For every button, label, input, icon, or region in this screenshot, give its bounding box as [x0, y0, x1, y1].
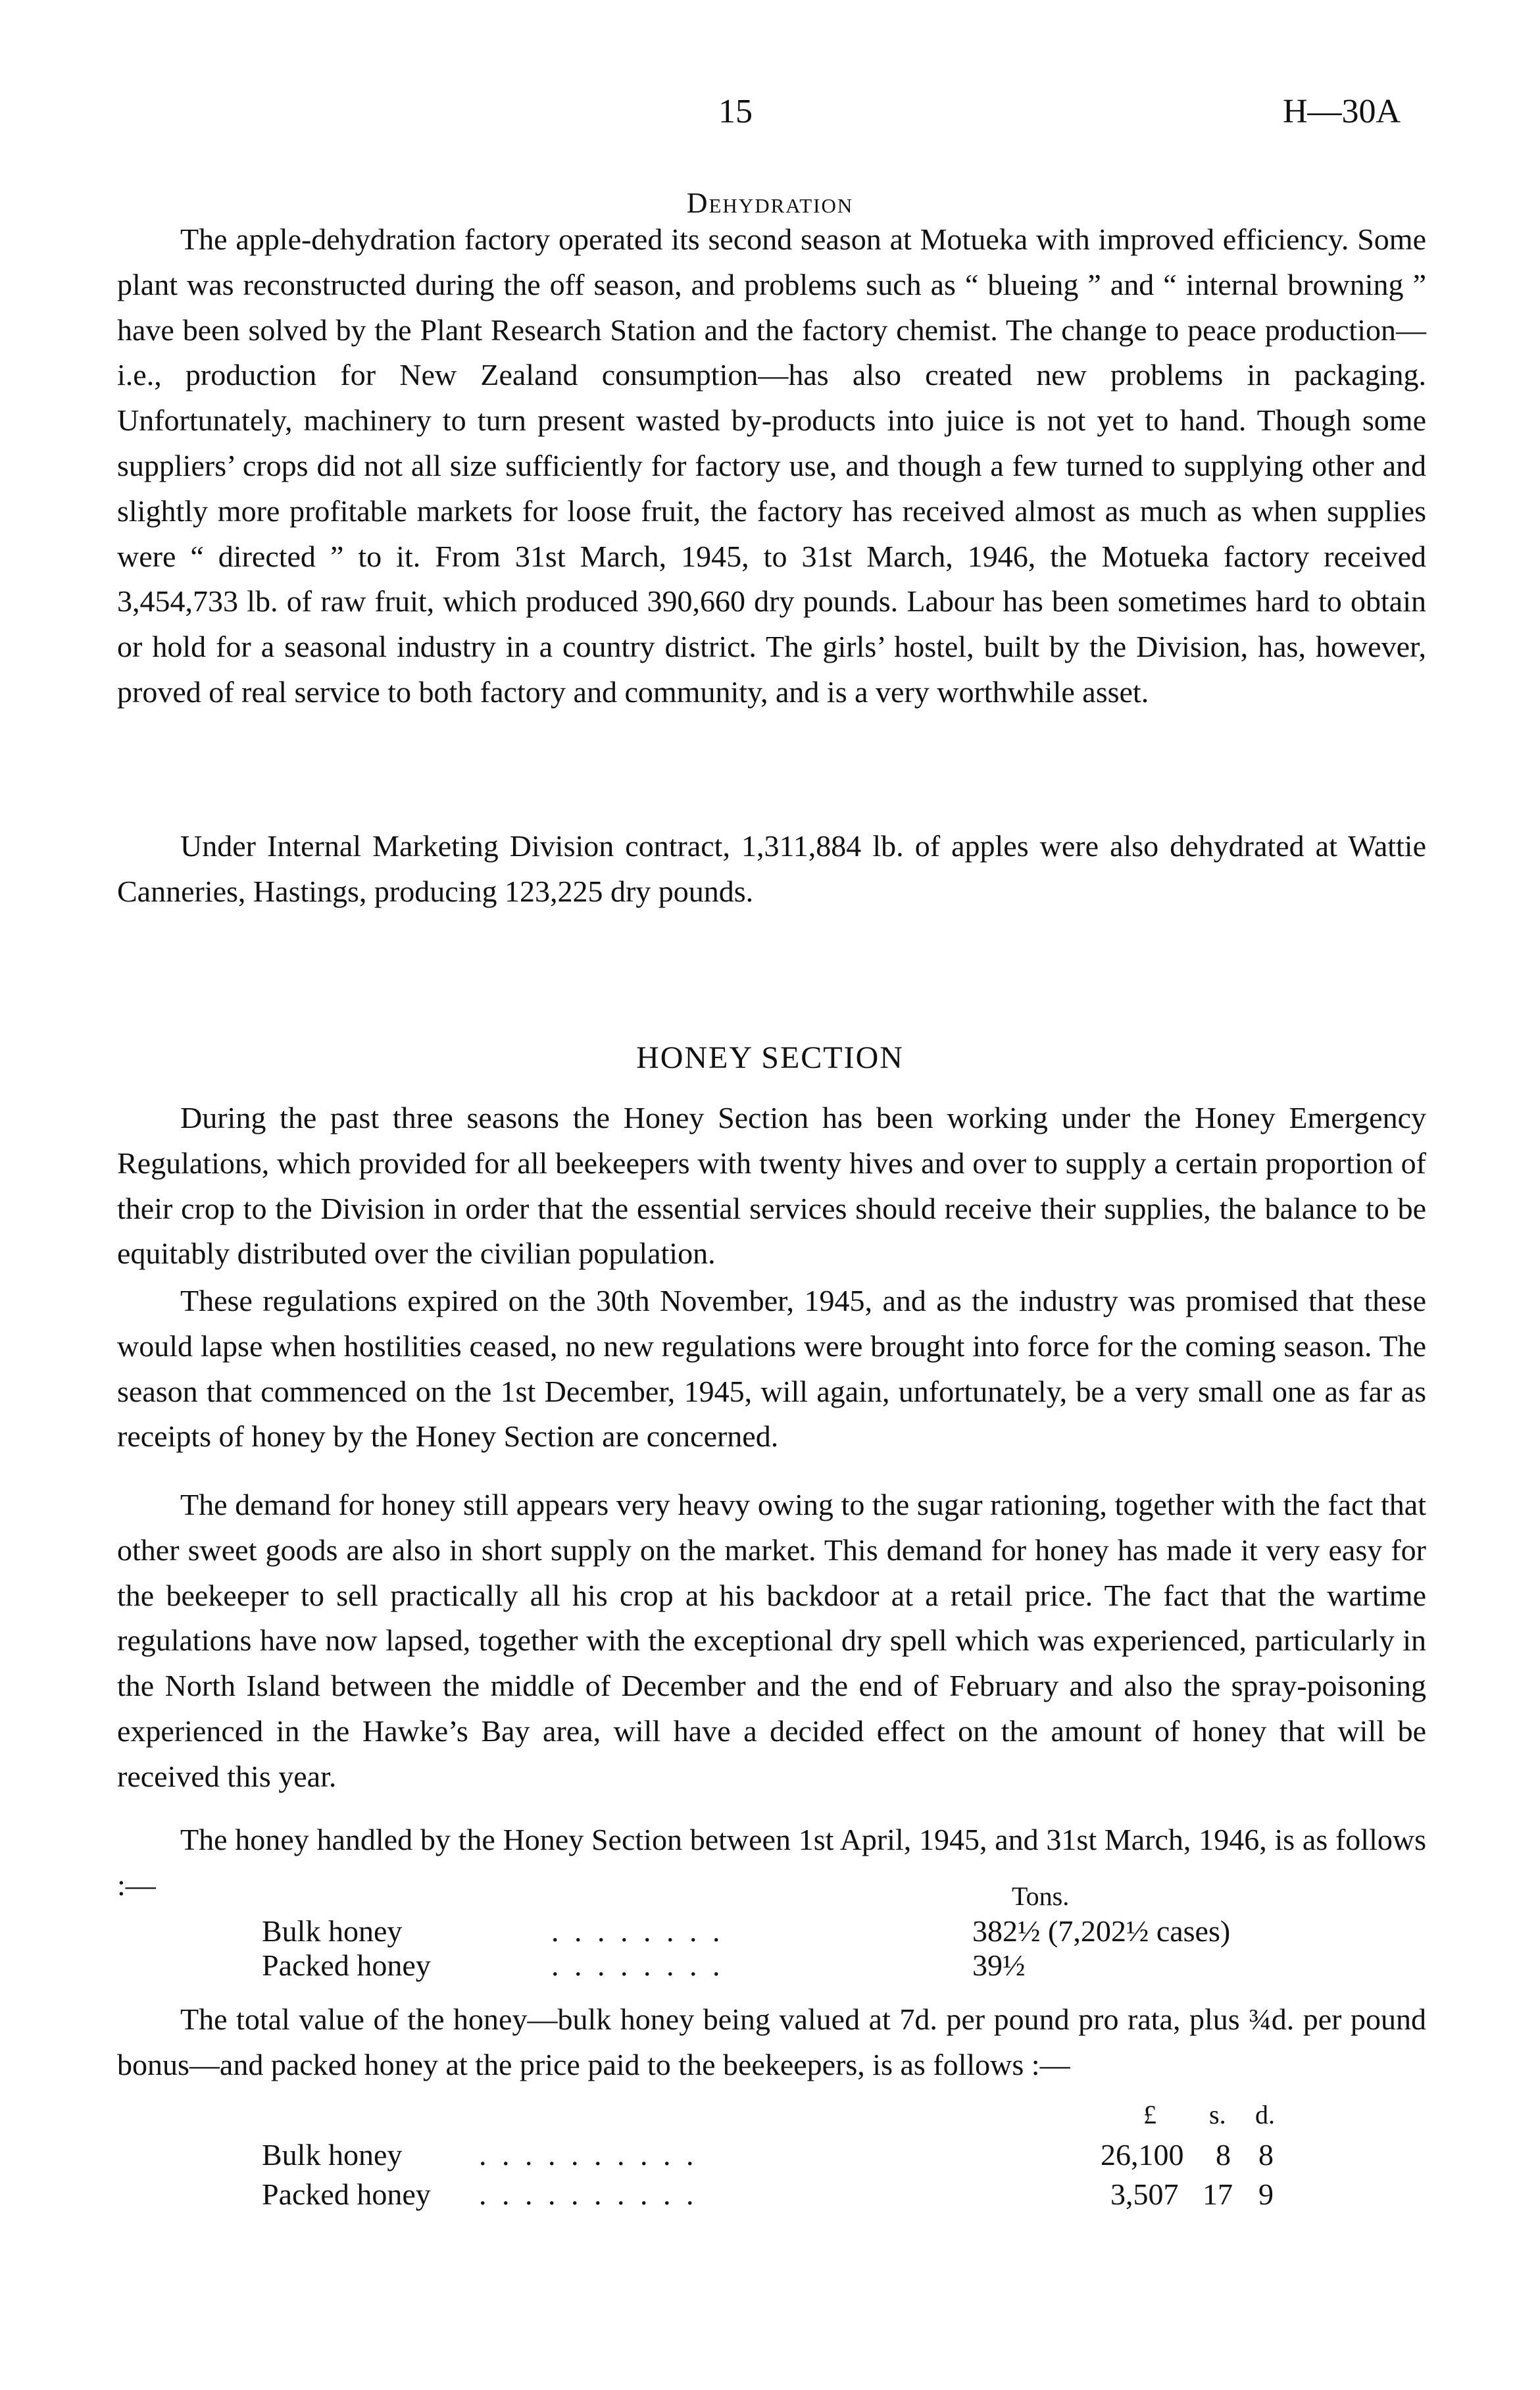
leader-dots: . . . . . . . . . . [479, 2138, 698, 2172]
shillings-value: 8 [1216, 2138, 1231, 2172]
tons-value: 382½ (7,202½ cases) [972, 1914, 1231, 1948]
honey-paragraph-3: The demand for honey still appears very heavy owing to the sugar rationing, together with the fact that other sweet goods are also in short supply on the market. This demand for honey has made it very easy for the beekeeper to sell practically all his crop at his backdoor at a retail price. The fact that the wartime regulations have now lapsed, together with the exceptional dry spell which was experienced, particularly in the North Island between the middle of December and the end of February and also the spray-poisoning experienced in the Hawke’s Bay area, will have a decided effect on the amount of honey that will be received this year. [117, 1488, 1426, 1793]
leader-dots: . . . . . . . . . . [479, 2177, 698, 2211]
honey-paragraph-4: The honey handled by the Honey Section between 1st April, 1945, and 31st March, 1946, is as follows :— [117, 1823, 1426, 1902]
row-label: Bulk honey [262, 1914, 403, 1948]
page-number: 15 [718, 93, 753, 130]
pounds-column-header: £ [1143, 2100, 1156, 2129]
tons-value: 39½ [972, 1948, 1026, 1982]
row-label: Packed honey [262, 2177, 431, 2211]
honey-section-heading: HONEY SECTION [636, 1040, 904, 1075]
leader-dots: . . . . . . . . [551, 1914, 724, 1948]
leader-dots: . . . . . . . . [551, 1948, 724, 1982]
shillings-column-header: s. [1209, 2100, 1226, 2129]
row-label: Packed honey [262, 1948, 431, 1982]
shillings-value: 17 [1203, 2177, 1233, 2211]
honey-value-table [262, 2099, 1380, 2257]
row-label: Bulk honey [262, 2138, 403, 2172]
document-reference: H—30A [1283, 93, 1401, 130]
pounds-value: 3,507 [1110, 2177, 1179, 2211]
honey-paragraph-1: During the past three seasons the Honey Section has been working under the Honey Emergency Regulations, which provided for all beekeepers with twenty hives and over to supply a certain proportion of their crop to the Division in order that the essential services should receive their supplies, the balance to be equitably distributed over the civilian population. [117, 1101, 1426, 1271]
pence-value: 8 [1258, 2138, 1274, 2172]
pence-value: 9 [1258, 2177, 1274, 2211]
pounds-value: 26,100 [1101, 2138, 1184, 2172]
dehydration-heading: Dehydration [686, 187, 854, 219]
dehydration-paragraph-1: The apple-dehydration factory operated its second season at Motueka with improved efficiency. Some plant was reconstructed during the off season, and problems such as “ blueing ” and “ internal browning ” have been solved by the Plant Research Station and the factory chemist. The change to peace production—i.e., production for New Zealand consumption—has also created new problems in packaging. Unfortunately, machinery to turn present wasted by-products into juice is not yet to hand. Though some suppliers’ crops did not all size sufficiently for factory use, and though a few turned to supplying other and slightly more profitable markets for loose fruit, the factory has received almost as much as when supplies were “ directed ” to it. From 31st March, 1945, to 31st March, 1946, the Motueka factory received 3,454,733 lb. of raw fruit, which produced 390,660 dry pounds. Labour has been sometimes hard to obtain or hold for a seasonal industry in a country district. The girls’ hostel, built by the Division, has, however, proved of real service to both factory and community, and is a very worthwhile asset. [117, 222, 1426, 709]
honey-paragraph-5: The total value of the honey—bulk honey being valued at 7d. per pound pro rata, plus ¾d. per pound bonus—and packed honey at the price paid to the beekeepers, is as follows :— [117, 2002, 1426, 2081]
tons-column-header: Tons. [1012, 1881, 1070, 1911]
pence-column-header: d. [1255, 2100, 1275, 2129]
honey-paragraph-2: These regulations expired on the 30th November, 1945, and as the industry was promised that these would lapse when hostilities ceased, no new regulations were brought into force for the coming season. The season that commenced on the 1st December, 1945, will again, unfortunately, be a very small one as far as receipts of honey by the Honey Section are concerned. [117, 1284, 1426, 1454]
dehydration-paragraph-2: Under Internal Marketing Division contract, 1,311,884 lb. of apples were also dehydrated at Wattie Canneries, Hastings, producing 123,225 dry pounds. [117, 829, 1426, 908]
